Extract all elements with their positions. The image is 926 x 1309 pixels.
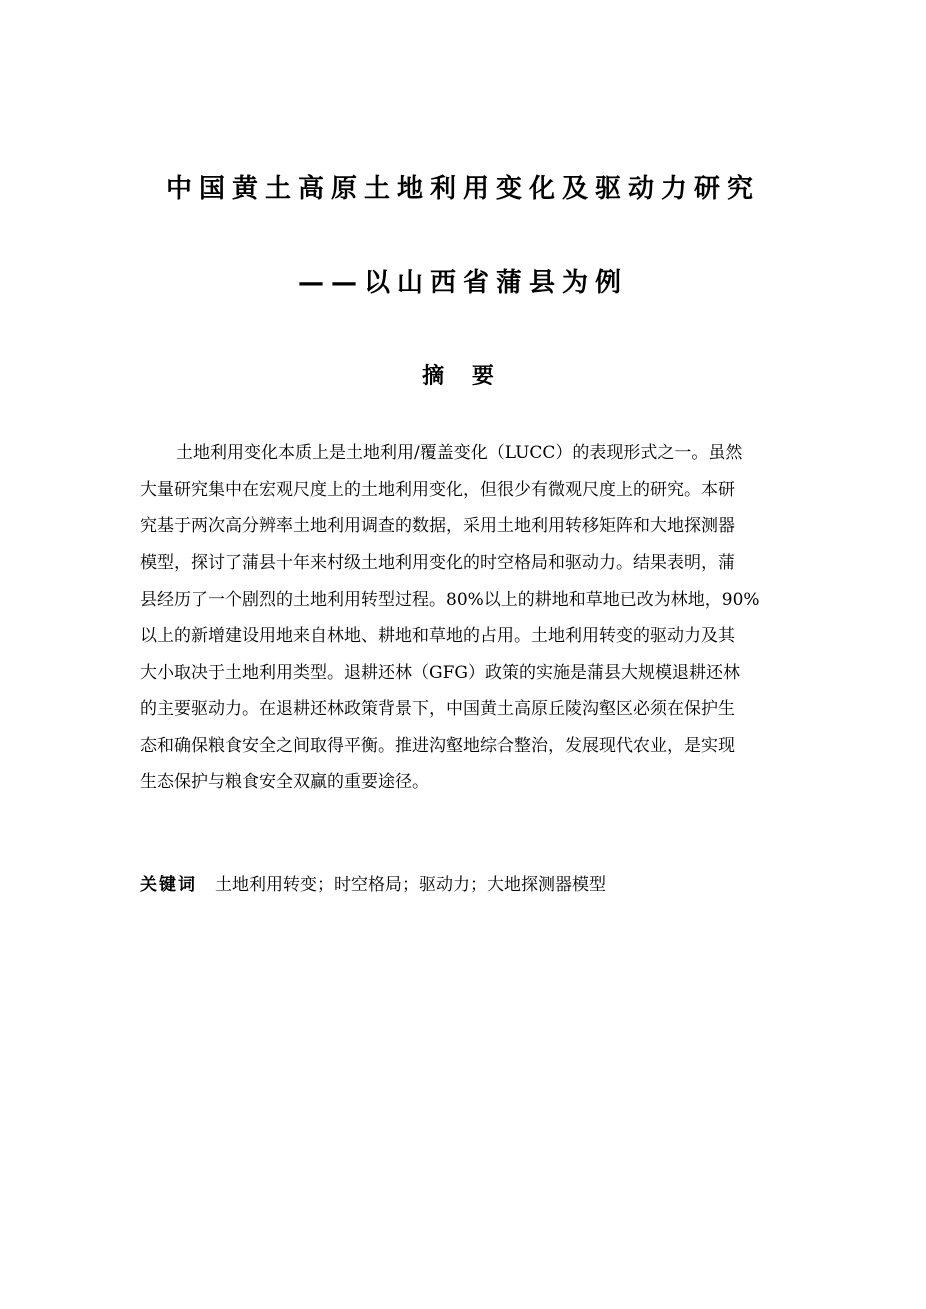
abstract-line-7: 大小取决于土地利用类型。退耕还林（GFG）政策的实施是蒲县大规模退耕还林	[140, 663, 740, 683]
title-line-2: ——以山西省蒲县为例	[297, 268, 628, 298]
abstract-line-3: 究基于两次高分辨率土地利用调查的数据，采用土地利用转移矩阵和大地探测器	[140, 516, 735, 536]
abstract-line-8: 的主要驱动力。在退耕还林政策背景下，中国黄土高原丘陵沟壑区必须在保护生	[140, 699, 735, 719]
abstract-line-4: 模型，探讨了蒲县十年来村级土地利用变化的时空格局和驱动力。结果表明，蒲	[140, 553, 735, 573]
abstract-line-9: 态和确保粮食安全之间取得平衡。推进沟壑地综合整治，发展现代农业，是实现	[140, 736, 735, 756]
abstract-line-2: 大量研究集中在宏观尺度上的土地利用变化，但很少有微观尺度上的研究。本研	[140, 480, 735, 500]
abstract-line-5: 县经历了一个剧烈的土地利用转型过程。80%以上的耕地和草地已改为林地，90%	[140, 590, 760, 610]
keywords-label: 关键词	[140, 875, 197, 895]
abstract-line-6: 以上的新增建设用地来自林地、耕地和草地的占用。土地利用转变的驱动力及其	[140, 626, 735, 646]
title-line-1: 中国黄土高原土地利用变化及驱动力研究	[165, 174, 760, 204]
abstract-heading: 摘 要	[422, 364, 504, 389]
abstract-line-10: 生态保护与粮食安全双赢的重要途径。	[140, 772, 429, 792]
abstract-line-1: 土地利用变化本质上是土地利用/覆盖变化（LUCC）的表现形式之一。虽然	[176, 443, 743, 463]
keywords-text: 土地利用转变；时空格局；驱动力；大地探测器模型	[215, 875, 606, 895]
keywords	[140, 877, 606, 894]
